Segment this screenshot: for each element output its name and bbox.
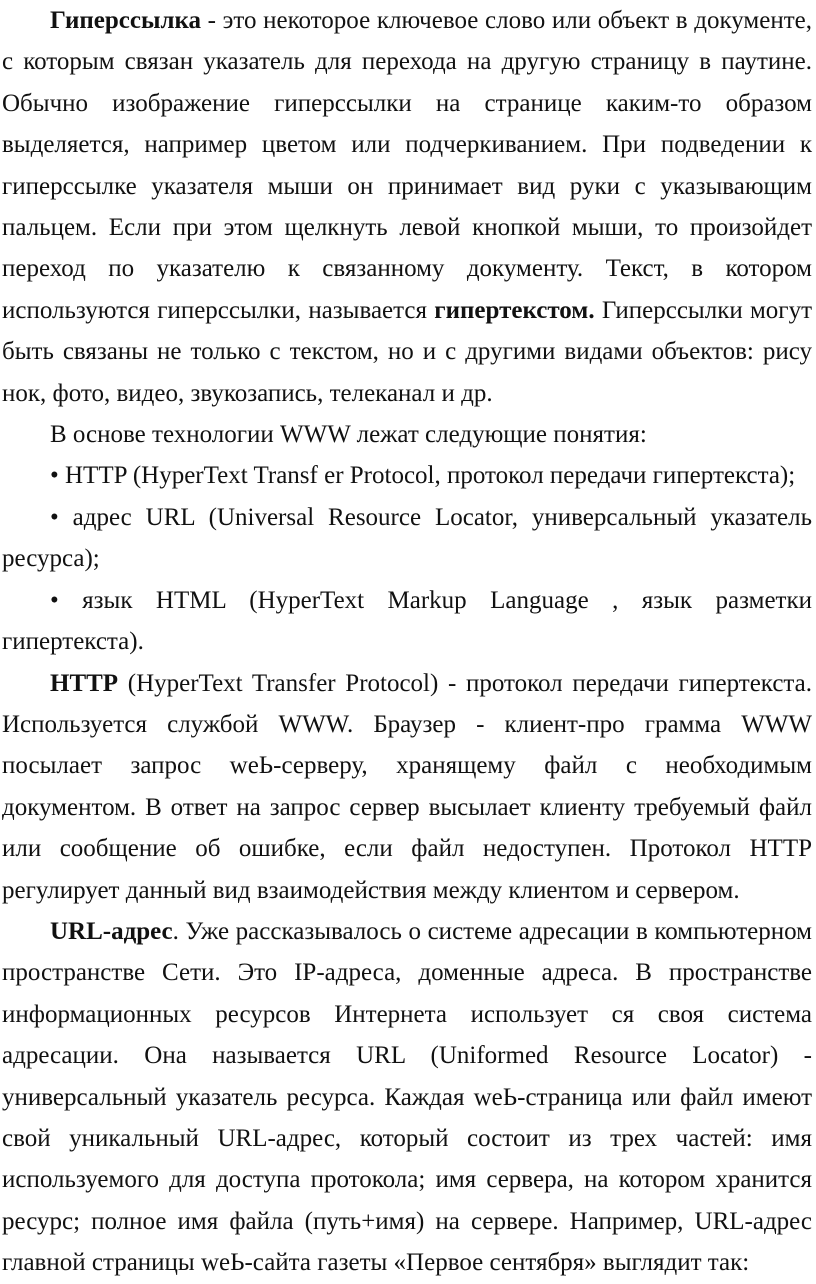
paragraph-text: - это некоторое ключевое слово или объект в документе, с которым связан указатель для перехода на другую страницу в паутине. Обычно изображение гиперссылки на странице каким-то образом выделяется, например цветом или подчеркиванием. При подведении к гиперссылке указателя мыши он принимает вид руки с указывающим пальцем. Если при этом щелкнуть левой кнопкой мыши, то произойдет переход по указателю к связанному документу. Текст, в котором используются гиперссылки, называется: [2, 7, 812, 324]
paragraph-text: (HyperText Transfer Protocol) - протокол передачи гипертекста. Используется службой WWW. Браузер - клиент-про грамма WWW посылает запрос weЬ-серверу, хранящему файл с необходимым документом. В ответ на запрос сервер высылает клиенту требуемый файл или сообщение об ошибке, если файл недоступен. Протокол HTTP регулирует данный вид взаимодействия между клиентом и сервером.: [2, 669, 812, 904]
term-hypertext: гипертекстом.: [434, 296, 595, 324]
term-hyperlink: Гиперссылка: [50, 7, 202, 34]
paragraph-hyperlink-definition: [2, 0, 812, 414]
paragraph-url-definition: [2, 911, 812, 1284]
paragraph-text: . Уже рассказывалось о системе адресации в компьютерном пространстве Сети. Это IP-адреса, доменные адреса. В пространстве информационных ресурсов Интернета использует ся своя система адресации. Она называется URL (Uniformed Resource Locator) - универсальный указатель ресурса. Каждая weЬ-страница или файл имеют свой уникальный URL-адрес, который состоит из трех частей: имя используемого для доступа протокола; имя сервера, на котором хранится ресурс; полное имя файла (путь+имя) на сервере. Например, URL-адрес главной страницы weЬ-сайта газеты «Первое сентября» выглядит так:: [2, 917, 812, 1277]
paragraph-http-definition: [2, 663, 812, 911]
list-item-html: • язык HTML (HyperText Markup Language , язык разметки гипертекста).: [2, 586, 812, 656]
list-item-url: • адрес URL (Universal Resource Locator, универсальный указатель ресурса);: [2, 503, 812, 573]
paragraph-text: Гиперссылки могут быть связаны не только с текстом, но и с другими видами объектов: рису нок, фото, видео, звукозапись, телеканал и др.: [2, 296, 812, 407]
term-url-address: URL-адрес: [50, 917, 173, 945]
term-http: HTTP: [50, 669, 119, 697]
paragraph-www-concepts-intro: В основе технологии WWW лежат следующие понятия:: [50, 421, 647, 449]
list-item-http: • HTTP (HyperText Transf er Protocol, протокол передачи гипертекста);: [50, 462, 796, 490]
